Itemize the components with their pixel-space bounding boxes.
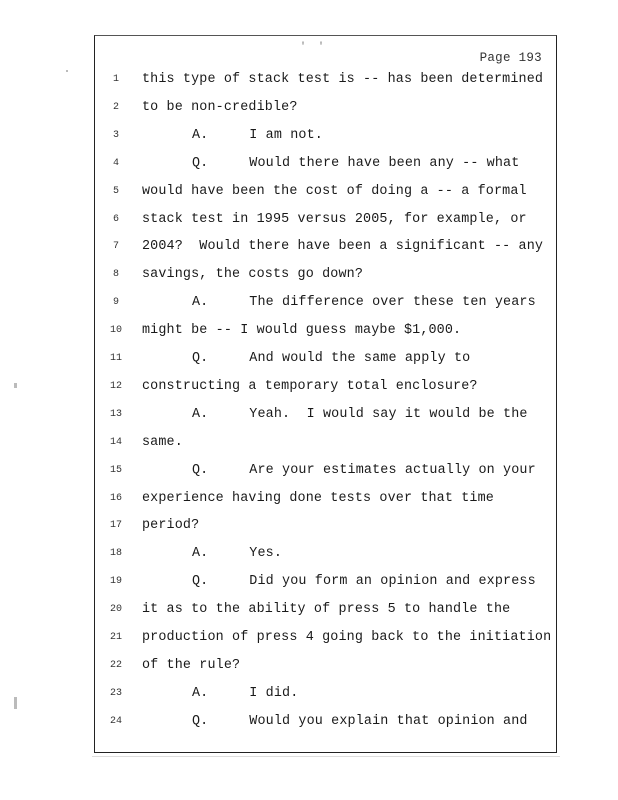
- transcript-line: [95, 491, 556, 511]
- transcript-line: [95, 156, 556, 176]
- line-number: 23: [109, 687, 122, 699]
- line-text: A. Yes.: [192, 546, 283, 562]
- transcript-line: [95, 518, 556, 538]
- line-text: constructing a temporary total enclosure?: [142, 378, 478, 394]
- line-text: would have been the cost of doing a -- a formal: [142, 183, 527, 199]
- scan-speck: [66, 70, 68, 72]
- transcript-line: [95, 323, 556, 343]
- line-number: 2: [112, 101, 119, 113]
- line-text: Q. And would the same apply to: [192, 351, 471, 366]
- line-number: 4: [112, 157, 119, 169]
- transcript-line: [95, 630, 556, 650]
- scan-speck: [14, 383, 17, 388]
- line-number: 5: [112, 185, 119, 197]
- transcript-line: [95, 463, 556, 483]
- transcript-line: [95, 100, 556, 120]
- line-text: of the rule?: [142, 657, 241, 673]
- transcript-line: [95, 574, 556, 594]
- line-number: 1: [112, 74, 119, 85]
- line-text: A. The difference over these ten years: [192, 295, 536, 311]
- line-number: 9: [112, 297, 119, 309]
- transcript-line: [95, 435, 556, 455]
- line-text: period?: [142, 518, 200, 534]
- line-text: savings, the costs go down?: [142, 267, 364, 283]
- transcript-page: [94, 35, 557, 753]
- line-number: 15: [109, 464, 122, 476]
- line-text: A. Yeah. I would say it would be the: [192, 406, 528, 422]
- line-number: 20: [109, 604, 122, 616]
- transcript-line: [95, 602, 556, 622]
- line-text: experience having done tests over that time: [142, 490, 494, 506]
- line-text: Q. Did you form an opinion and express: [192, 574, 536, 590]
- line-text: A. I did.: [192, 685, 299, 701]
- line-number: 22: [109, 659, 122, 671]
- transcript-line: [95, 128, 556, 148]
- line-text: stack test in 1995 versus 2005, for example, or: [142, 211, 527, 227]
- transcript-line: [95, 295, 556, 315]
- transcript-line: [95, 212, 556, 232]
- line-number: 16: [109, 492, 122, 504]
- line-text: Q. Would you explain that opinion and: [192, 713, 528, 729]
- line-text: it as to the ability of press 5 to handle the: [142, 602, 511, 618]
- line-number: 7: [112, 241, 119, 253]
- transcript-line: [95, 267, 556, 287]
- line-number: 14: [109, 436, 122, 448]
- line-number: 3: [112, 129, 119, 141]
- scan-speck: [14, 697, 17, 709]
- line-text: might be -- I would guess maybe $1,000.: [142, 323, 462, 339]
- line-number: 12: [109, 380, 122, 392]
- transcript-line: [95, 714, 556, 734]
- line-number: 10: [109, 325, 122, 337]
- line-text: Q. Would there have been any -- what: [192, 155, 520, 171]
- transcript-line: [95, 407, 556, 427]
- line-number: 18: [109, 548, 122, 560]
- line-number: 21: [109, 632, 122, 643]
- line-text: same.: [142, 434, 183, 450]
- line-number: 6: [112, 213, 119, 225]
- line-number: 13: [109, 408, 122, 420]
- line-number: 24: [109, 715, 122, 727]
- transcript-line: [95, 72, 556, 92]
- line-number: 8: [112, 269, 119, 281]
- transcript-line: [95, 686, 556, 706]
- line-number: 11: [109, 353, 122, 364]
- line-number: 17: [109, 520, 122, 532]
- transcript-line: [95, 379, 556, 399]
- transcript-line: [95, 184, 556, 204]
- line-text: to be non-credible?: [142, 99, 298, 115]
- transcript-line: [95, 351, 556, 371]
- line-text: Q. Are your estimates actually on your: [192, 462, 536, 478]
- line-text: A. I am not.: [192, 127, 323, 143]
- line-text: this type of stack test is -- has been determined: [142, 72, 544, 87]
- line-text: production of press 4 going back to the initiation: [142, 630, 552, 645]
- transcript-line: [95, 239, 556, 259]
- line-text: 2004? Would there have been a significant -- any: [142, 239, 544, 255]
- line-number: 19: [109, 576, 122, 588]
- transcript-line: [95, 658, 556, 678]
- scan-edge: [92, 756, 560, 757]
- transcript-line: [95, 546, 556, 566]
- scan-marks: ' ': [300, 42, 328, 53]
- page-number-header: Page 193: [479, 51, 542, 65]
